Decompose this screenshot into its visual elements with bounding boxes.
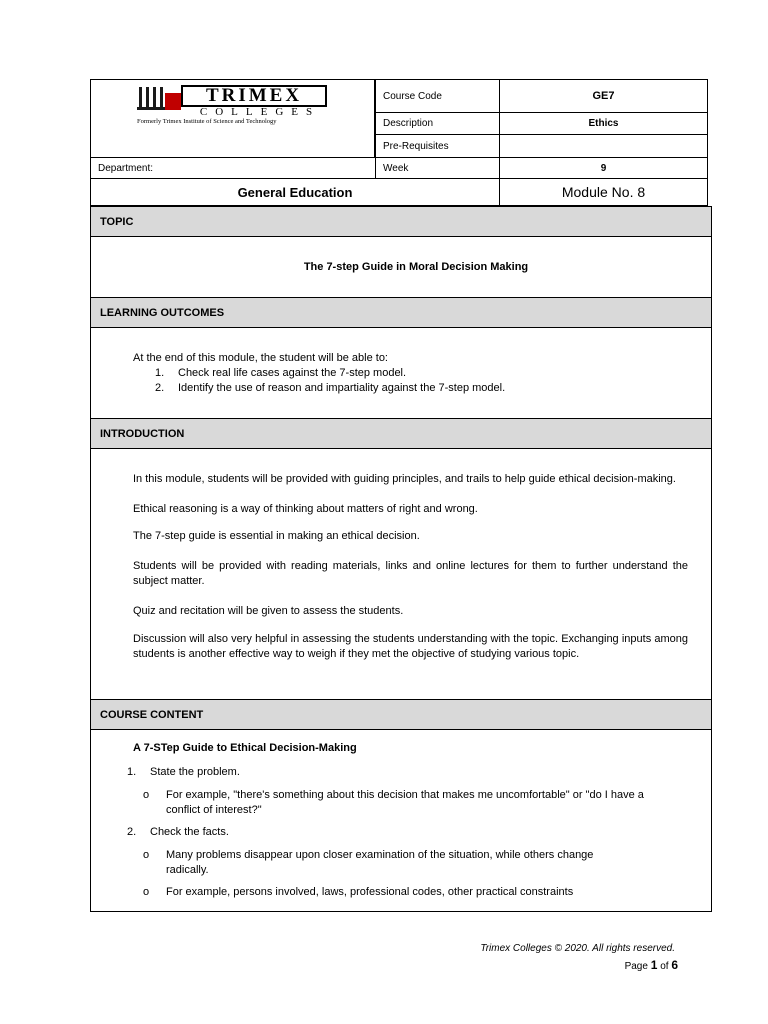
logo-word-top: TRIMEX xyxy=(181,85,327,107)
prereq-value xyxy=(499,134,708,158)
department-name: General Education xyxy=(90,178,500,206)
footer-copyright: Trimex Colleges © 2020. All rights reserved. xyxy=(480,943,675,954)
page-number xyxy=(625,958,678,972)
list-number: 2. xyxy=(155,382,165,394)
week-label: Week xyxy=(375,157,500,179)
logo-word-bottom: COLLEGES xyxy=(199,106,321,118)
list-text: Check the facts. xyxy=(150,826,229,838)
logo-tagline: Formerly Trimex Institute of Science and Technology xyxy=(137,118,277,125)
logo-mark-icon xyxy=(137,85,181,111)
list-text: Identify the use of reason and impartiality against the 7-step model. xyxy=(178,382,506,394)
description-label: Description xyxy=(375,112,500,135)
learning-outcomes-intro: At the end of this module, the student will be able to: xyxy=(133,352,388,364)
list-text: Check real life cases against the 7-step model. xyxy=(178,367,407,379)
list-text: State the problem. xyxy=(150,766,240,778)
logo-cell xyxy=(90,79,375,158)
list-item xyxy=(133,788,693,818)
list-text: Many problems disappear upon closer examination of the situation, while others change radically. xyxy=(166,849,594,876)
intro-paragraph: Ethical reasoning is a way of thinking about matters of right and wrong. xyxy=(133,503,478,515)
intro-paragraph: Discussion will also very helpful in assessing the students understanding with the topic. Exchanging inputs among students is another effective way to weigh if they met the objective of studying various topic. xyxy=(133,633,688,660)
course-content-heading: COURSE CONTENT xyxy=(90,699,712,730)
page-of: of xyxy=(660,961,669,972)
introduction-body xyxy=(133,472,688,662)
module-number: Module No. 8 xyxy=(499,178,708,206)
logo xyxy=(137,85,327,125)
list-item xyxy=(133,366,693,381)
department-label: Department: xyxy=(90,157,376,179)
intro-paragraph: In this module, students will be provided with guiding principles, and trails to help guide ethical decision-making. xyxy=(133,473,676,485)
list-item xyxy=(127,825,693,840)
learning-outcomes-body xyxy=(133,351,693,396)
list-number: 1. xyxy=(155,367,165,379)
introduction-heading: INTRODUCTION xyxy=(90,418,712,449)
course-code-label: Course Code xyxy=(375,79,500,113)
list-text: For example, "there's something about this decision that makes me uncomfortable" or "do I have a conflict of interest?" xyxy=(166,789,644,816)
page-current: 1 xyxy=(650,958,658,972)
list-number: 2. xyxy=(127,826,137,838)
list-item xyxy=(133,885,693,900)
intro-paragraph: Students will be provided with reading materials, links and online lectures for them to further understand the subject matter. xyxy=(133,560,688,587)
bullet-icon: o xyxy=(143,886,150,898)
topic-heading: TOPIC xyxy=(90,206,712,237)
learning-outcomes-heading: LEARNING OUTCOMES xyxy=(90,297,712,328)
list-item xyxy=(133,381,693,396)
course-content-body xyxy=(127,741,693,900)
list-number: 1. xyxy=(127,766,137,778)
week-value: 9 xyxy=(499,157,708,179)
bullet-icon: o xyxy=(143,849,150,861)
description-value: Ethics xyxy=(499,112,708,135)
bullet-icon: o xyxy=(143,789,150,801)
course-content-subheading: A 7-STep Guide to Ethical Decision-Making xyxy=(133,742,357,754)
page-word: Page xyxy=(624,961,648,972)
intro-paragraph: The 7-step guide is essential in making an ethical decision. xyxy=(133,530,420,542)
list-text: For example, persons involved, laws, professional codes, other practical constraints xyxy=(166,886,574,898)
course-code-value: GE7 xyxy=(499,79,708,113)
prereq-label: Pre-Requisites xyxy=(375,134,500,158)
topic-text: The 7-step Guide in Moral Decision Making xyxy=(303,261,529,273)
page-total: 6 xyxy=(671,958,678,972)
intro-paragraph: Quiz and recitation will be given to assess the students. xyxy=(133,605,404,617)
list-item xyxy=(127,765,693,780)
list-item xyxy=(133,848,693,878)
